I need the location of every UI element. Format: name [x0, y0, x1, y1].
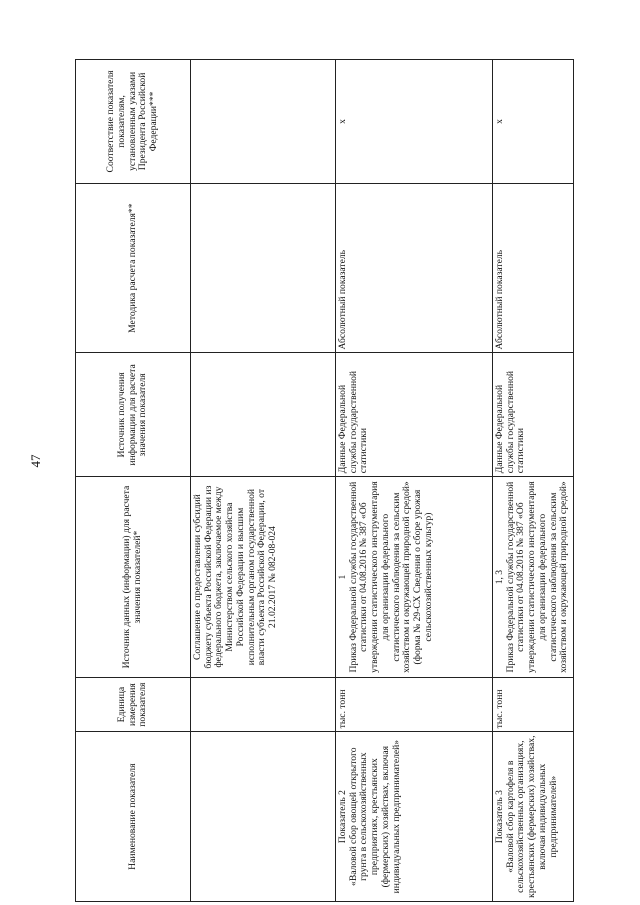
cell-compliance	[191, 60, 336, 184]
cell-compliance: х	[336, 60, 493, 184]
cell-name	[493, 732, 574, 902]
cell-info-source: Данные Федеральной службы государственной статистики	[493, 353, 574, 477]
header-data-source: Источник данных (информации) для расчета значения показателей*	[76, 477, 191, 678]
cell-name	[191, 732, 336, 902]
cell-source: Соглашение о предоставлении субсидий бюджету субъекта Российской Федерации из федерального бюджета, заключаемое между Министерством сельского хозяйства Российской Федерации и высшим исполнительным органом государственной власти субъекта Российской Федерации, от 21.02.2017 № 082-08-024	[191, 477, 336, 678]
indicators-table	[75, 59, 574, 902]
table-row	[493, 60, 574, 902]
table-header-row	[76, 60, 191, 902]
table-row	[336, 60, 493, 902]
header-method: Методика расчета показателя**	[76, 183, 191, 353]
indicator-title: «Валовой сбор картофеля в сельскохозяйственных организациях, крестьянских (фермерских) хозяйствах, включая индивидуальных предпринимателей»	[504, 735, 559, 898]
indicator-number: Показатель 3	[494, 790, 505, 844]
cell-source	[336, 477, 493, 678]
source-text: Приказ Федеральной службы государственной статистики от 04.08.2016 № 387 «Об утверждении статистического инструментария для организации федерального статистического наблюдения за сельским хозяйством и окружающей природной средой»	[504, 481, 570, 673]
table-row	[191, 60, 336, 902]
indicator-title: «Валовой сбор овощей открытого грунта в сельскохозяйственных предприятиях, крестьянских (фермерских) хозяйствах, включая индивидуальных предпринимателей»	[347, 739, 402, 894]
cell-unit: тыс. тонн	[493, 677, 574, 731]
cell-info-source	[191, 353, 336, 477]
header-unit: Единица измерения показателя	[76, 677, 191, 731]
page-number: 47	[28, 454, 43, 468]
cell-name	[336, 732, 493, 902]
header-indicator-name: Наименование показателя	[76, 732, 191, 902]
cell-method	[191, 183, 336, 353]
indicators-table-wrapper	[75, 59, 570, 902]
source-text: Приказ Федеральной службы государственной статистики от 04.08.2016 № 387 «Об утверждении статистического инструментария для организации федерального статистического наблюдения за сельским хозяйством и окружающей природной средой» (форма № 29-СХ Сведения о сборе урожая сельскохозяйственных культур)	[347, 481, 434, 673]
header-compliance: Соответствие показателя показателям, установленным указами Президента Российской Федерации***	[76, 60, 191, 184]
cell-unit	[191, 677, 336, 731]
indicator-number: Показатель 2	[337, 790, 348, 844]
cell-compliance: х	[493, 60, 574, 184]
cell-info-source: Данные Федеральной службы государственной статистики	[336, 353, 493, 477]
cell-method: Абсолютный показатель	[336, 183, 493, 353]
source-reference-number: 1, 3	[494, 569, 505, 585]
source-reference-number: 1	[337, 574, 348, 580]
cell-method: Абсолютный показатель	[493, 183, 574, 353]
header-info-source: Источник получения информации для расчета значения показателя	[76, 353, 191, 477]
cell-unit: тыс. тонн	[336, 677, 493, 731]
cell-source	[493, 477, 574, 678]
